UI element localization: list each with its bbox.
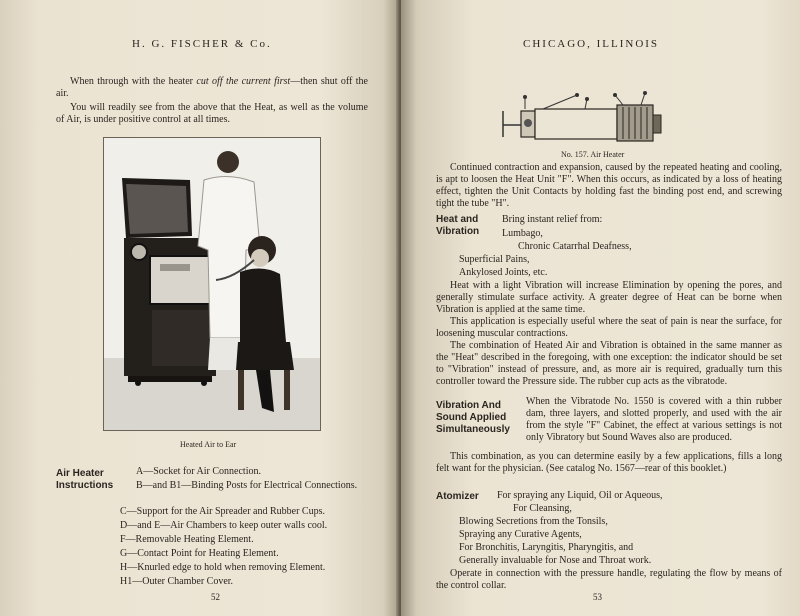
atomizer-heading: Atomizer bbox=[436, 491, 479, 502]
atomizer-list-item: Generally invaluable for Nose and Throat work. bbox=[459, 555, 652, 566]
hv-list-item: Ankylosed Joints, etc. bbox=[459, 267, 548, 278]
hv-list-item: Superficial Pains, bbox=[459, 254, 530, 265]
left-paragraph-1: When through with the heater cut off the current first—then shut off the air. bbox=[56, 76, 368, 99]
intro-paragraph: Continued contraction and expansion, caused by the repeated heating and cooling, is apt to loosen the Heat Unit "F". When this occurs, as indicated by a loss of heating effect, tighten the Unit Contacts by holding fast the binding post end, and screwing tight the tube "H". bbox=[436, 162, 782, 209]
instruction-item-g: G—Contact Point for Heating Element. bbox=[120, 548, 279, 559]
hv-paragraph-1: Heat with a light Vibration will increase Elimination by opening the pores, and generally stimulate surface activity. A greater degree of Heat can be borne when Vibration is applied at the same time. bbox=[436, 280, 782, 315]
atomizer-list-item: Blowing Secretions from the Tonsils, bbox=[459, 516, 608, 527]
heat-vibration-heading: Heat and Vibration bbox=[436, 214, 480, 237]
instruction-item-c: C—Support for the Air Spreader and Rubber Cups. bbox=[120, 506, 325, 517]
atomizer-list-item: For Bronchitis, Laryngitis, Pharyngitis, and bbox=[459, 542, 634, 553]
atomizer-list-item: For Cleansing, bbox=[513, 503, 572, 514]
left-paragraph-2: You will readily see from the above that the Heat, as well as the volume of Air, is under positive control at all times. bbox=[56, 102, 368, 125]
hv-list-item: Chronic Catarrhal Deafness, bbox=[518, 241, 632, 252]
atomizer-paragraph: Operate in connection with the pressure handle, regulating the flow by means of the control collar. bbox=[436, 568, 782, 591]
vibration-sound-text: When the Vibratode No. 1550 is covered with a thin rubber dam, three layers, and slotted properly, and used with the air from the style "F" Cabinet, the effect at various settings is not only Vibratory but Sound Waves also are produced. bbox=[526, 396, 782, 443]
diagram-caption: No. 157. Air Heater bbox=[561, 150, 625, 159]
instruction-item-h: H—Knurled edge to hold when removing Element. bbox=[120, 562, 326, 573]
atomizer-list-item: For spraying any Liquid, Oil or Aqueous, bbox=[497, 490, 663, 501]
instruction-item-a: A—Socket for Air Connection. bbox=[136, 466, 261, 477]
left-running-header: H. G. FISCHER & Co. bbox=[132, 38, 272, 50]
instruction-item-h1: H1—Outer Chamber Cover. bbox=[120, 576, 234, 587]
hv-list-item: Lumbago, bbox=[502, 228, 543, 239]
instruction-item-f: F—Removable Heating Element. bbox=[120, 534, 254, 545]
instruction-item-d: D—and E—Air Chambers to keep outer walls cool. bbox=[120, 520, 328, 531]
photo-caption: Heated Air to Ear bbox=[180, 440, 237, 449]
atomizer-list-item: Spraying any Curative Agents, bbox=[459, 529, 582, 540]
instruction-item-b: B—and B1—Binding Posts for Electrical Connections. bbox=[136, 480, 358, 491]
hv-paragraph-3: The combination of Heated Air and Vibration is obtained in the same manner as the "Heat" described in the foregoing, with one exception: the indicator should be set to "Vibration" instead of pressure, and, as more air is required, gradually turn this controller toward the Pressure side. The rubber cup acts as the vibratode. bbox=[436, 340, 782, 387]
air-heater-photo bbox=[103, 137, 321, 431]
hv-list-item: Bring instant relief from: bbox=[502, 214, 603, 225]
left-page bbox=[0, 0, 399, 616]
instructions-heading: Air Heater Instructions bbox=[56, 468, 114, 491]
right-page-number: 53 bbox=[593, 592, 602, 602]
right-running-header: CHICAGO, ILLINOIS bbox=[523, 38, 660, 50]
hv-paragraph-2: This application is especially useful where the seat of pain is near the surface, for loosening muscular contractions. bbox=[436, 316, 782, 339]
left-page-number: 52 bbox=[211, 592, 220, 602]
vs-paragraph-2: This combination, as you can determine easily by a few applications, fills a long felt want for the physician. (See catalog No. 1567—rear of this booklet.) bbox=[436, 451, 782, 474]
vibration-sound-heading: Vibration And Sound Applied Simultaneously bbox=[436, 400, 510, 435]
air-heater-diagram bbox=[495, 91, 665, 145]
